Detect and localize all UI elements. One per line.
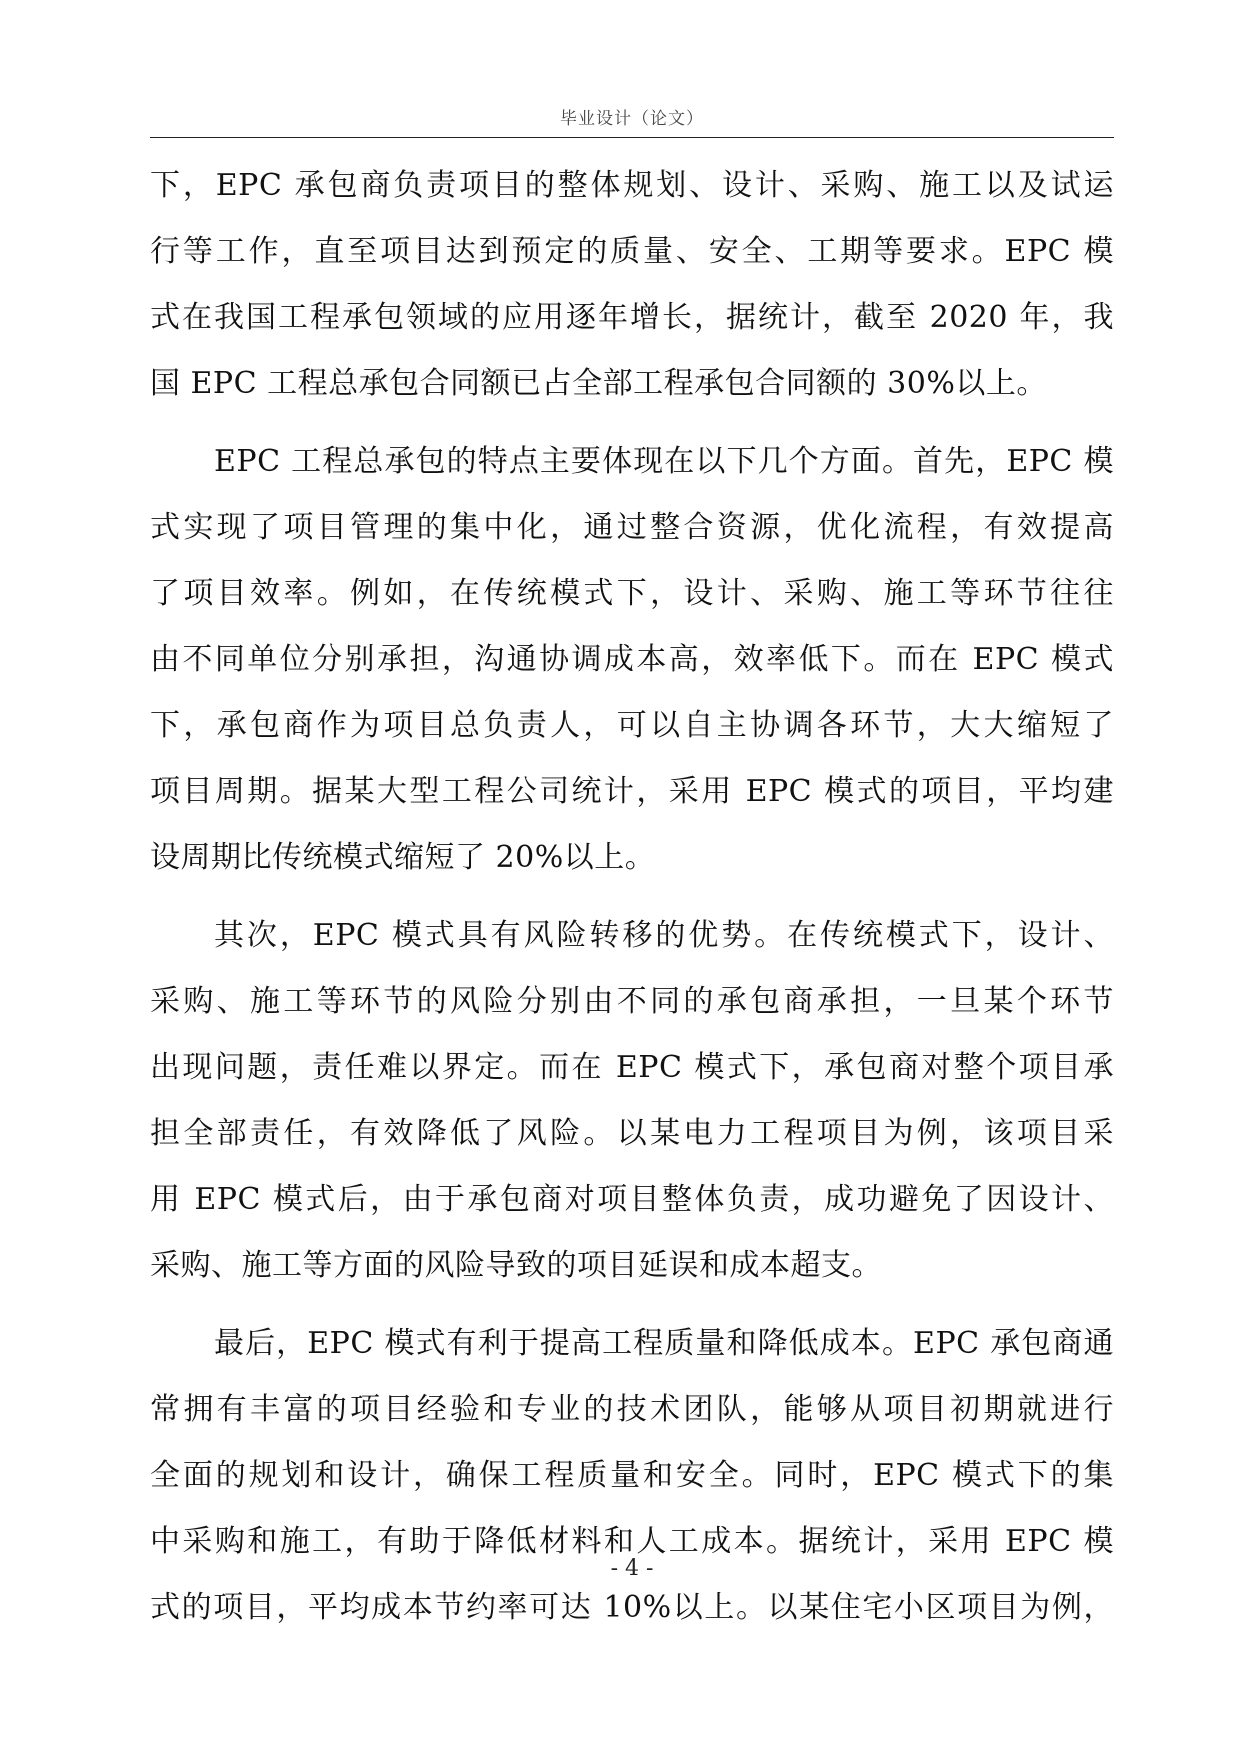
paragraph-line: 出现问题，责任难以界定。而在 EPC 模式下，承包商对整个项目承 [150, 1050, 1114, 1085]
document-body [150, 153, 1114, 1641]
paragraph-line: 下，承包商作为项目总负责人，可以自主协调各环节，大大缩短了 [150, 708, 1114, 743]
paragraph-line: 其次，EPC 模式具有风险转移的优势。在传统模式下，设计、 [214, 918, 1114, 953]
paragraph-line: 最后，EPC 模式有利于提高工程质量和降低成本。EPC 承包商通 [214, 1326, 1114, 1361]
paragraph-line: EPC 工程总承包的特点主要体现在以下几个方面。首先，EPC 模 [214, 444, 1114, 479]
paragraph-1 [150, 153, 1114, 417]
paragraph-line: 担全部责任，有效降低了风险。以某电力工程项目为例，该项目采 [150, 1116, 1114, 1151]
paragraph-line: 项目周期。据某大型工程公司统计，采用 EPC 模式的项目，平均建 [150, 774, 1114, 809]
page-number: - 4 - [610, 1556, 654, 1581]
paragraph-2 [150, 429, 1114, 891]
paragraph-line: 式在我国工程承包领域的应用逐年增长，据统计，截至 2020 年，我 [150, 300, 1114, 335]
paragraph-line: 采购、施工等环节的风险分别由不同的承包商承担，一旦某个环节 [150, 984, 1114, 1019]
paragraph-line: 国 EPC 工程总承包合同额已占全部工程承包合同额的 30%以上。 [150, 366, 1047, 401]
paragraph-line: 设周期比传统模式缩短了 20%以上。 [150, 840, 656, 875]
paragraph-4 [150, 1311, 1114, 1641]
paragraph-line: 采购、施工等方面的风险导致的项目延误和成本超支。 [150, 1248, 882, 1283]
paragraph-line: 常拥有丰富的项目经验和专业的技术团队，能够从项目初期就进行 [150, 1392, 1114, 1427]
paragraph-3 [150, 903, 1114, 1299]
paragraph-line: 下，EPC 承包商负责项目的整体规划、设计、采购、施工以及试运 [150, 168, 1114, 203]
paragraph-line: 全面的规划和设计，确保工程质量和安全。同时，EPC 模式下的集 [150, 1458, 1114, 1493]
paragraph-line: 式的项目，平均成本节约率可达 10%以上。以某住宅小区项目为例， [150, 1590, 1114, 1625]
paragraph-line: 由不同单位分别承担，沟通协调成本高，效率低下。而在 EPC 模式 [150, 642, 1114, 677]
header-rule [150, 137, 1114, 138]
running-header: 毕业设计（论文） [560, 109, 704, 129]
paragraph-line: 式实现了项目管理的集中化，通过整合资源，优化流程，有效提高 [150, 510, 1114, 545]
paragraph-line: 中采购和施工，有助于降低材料和人工成本。据统计，采用 EPC 模 [150, 1524, 1114, 1559]
paragraph-line: 用 EPC 模式后，由于承包商对项目整体负责，成功避免了因设计、 [150, 1182, 1114, 1217]
paragraph-line: 行等工作，直至项目达到预定的质量、安全、工期等要求。EPC 模 [150, 234, 1114, 269]
paragraph-line: 了项目效率。例如，在传统模式下，设计、采购、施工等环节往往 [150, 576, 1114, 611]
